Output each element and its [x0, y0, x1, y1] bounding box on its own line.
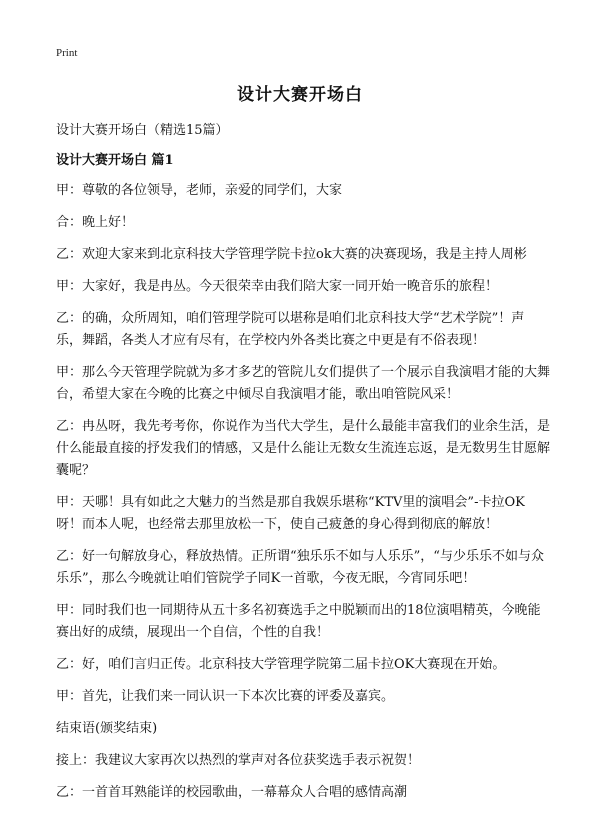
paragraph: 甲：同时我们也一同期待从五十多名初赛选手之中脱颖而出的18位演唱精英，今晚能赛出好的成绩，展现出一个自信，个性的自我！ — [56, 603, 541, 640]
paragraph: 乙：冉丛呀，我先考考你，你说作为当代大学生，是什么最能丰富我们的业余生活，是什么能最直接的抒发我们的情感，又是什么能让无数女生流连忘返，是无数男生甘愿解囊呢？ — [56, 419, 551, 478]
closing-heading: 结束语(颁奖结束) — [56, 721, 158, 736]
paragraph: 甲：天哪！具有如此之大魅力的当然是那自我娱乐堪称“KTV里的演唱会”-卡拉OK呀！而本人呢，也经常去那里放松一下，使自己疲惫的身心得到彻底的解放！ — [56, 495, 525, 532]
paragraph: 甲：首先，让我们来一同认识一下本次比赛的评委及嘉宾。 — [56, 689, 395, 704]
paragraph: 合：晚上好！ — [56, 215, 135, 230]
paragraph: 甲：尊敬的各位领导，老师，亲爱的同学们，大家 — [56, 183, 343, 198]
paragraph: 接上：我建议大家再次以热烈的掌声对各位获奖选手表示祝贺！ — [56, 753, 421, 768]
document-body — [56, 120, 550, 814]
paragraph: 乙：的确，众所周知，咱们管理学院可以堪称是咱们北京科技大学“艺术学院”！声乐，舞蹈，各类人才应有尽有，在学校内外各类比赛之中更是有不俗表现！ — [56, 311, 525, 348]
document-subtitle: 设计大赛开场白（精选15篇） — [56, 123, 229, 138]
paragraph: 甲：那么今天管理学院就为多才多艺的管院儿女们提供了一个展示自我演唱才能的大舞台，希望大家在今晚的比赛之中倾尽自我演唱才能，歌出咱管院风采！ — [56, 365, 551, 402]
section-heading: 设计大赛开场白 篇1 — [56, 153, 174, 168]
print-label: Print — [56, 47, 78, 59]
paragraph: 乙：好，咱们言归正传。北京科技大学管理学院第二届卡拉OK大赛现在开始。 — [56, 657, 506, 672]
paragraph: 乙：好一句解放身心，释放热情。正所谓“独乐乐不如与人乐乐”，“与少乐乐不如与众乐乐”，那么今晚就让咱们管院学子同K一首歌，今夜无眠，今宵同乐吧！ — [56, 549, 544, 586]
paragraph: 乙：欢迎大家来到北京科技大学管理学院卡拉ok大赛的决赛现场，我是主持人周彬 — [56, 247, 527, 262]
document-title: 设计大赛开场白 — [237, 85, 363, 105]
paragraph: 乙：一首首耳熟能详的校园歌曲，一幕幕众人合唱的感情高潮 — [56, 785, 408, 800]
paragraph: 甲：大家好，我是冉丛。今天很荣幸由我们陪大家一同开始一晚音乐的旅程！ — [56, 279, 499, 294]
